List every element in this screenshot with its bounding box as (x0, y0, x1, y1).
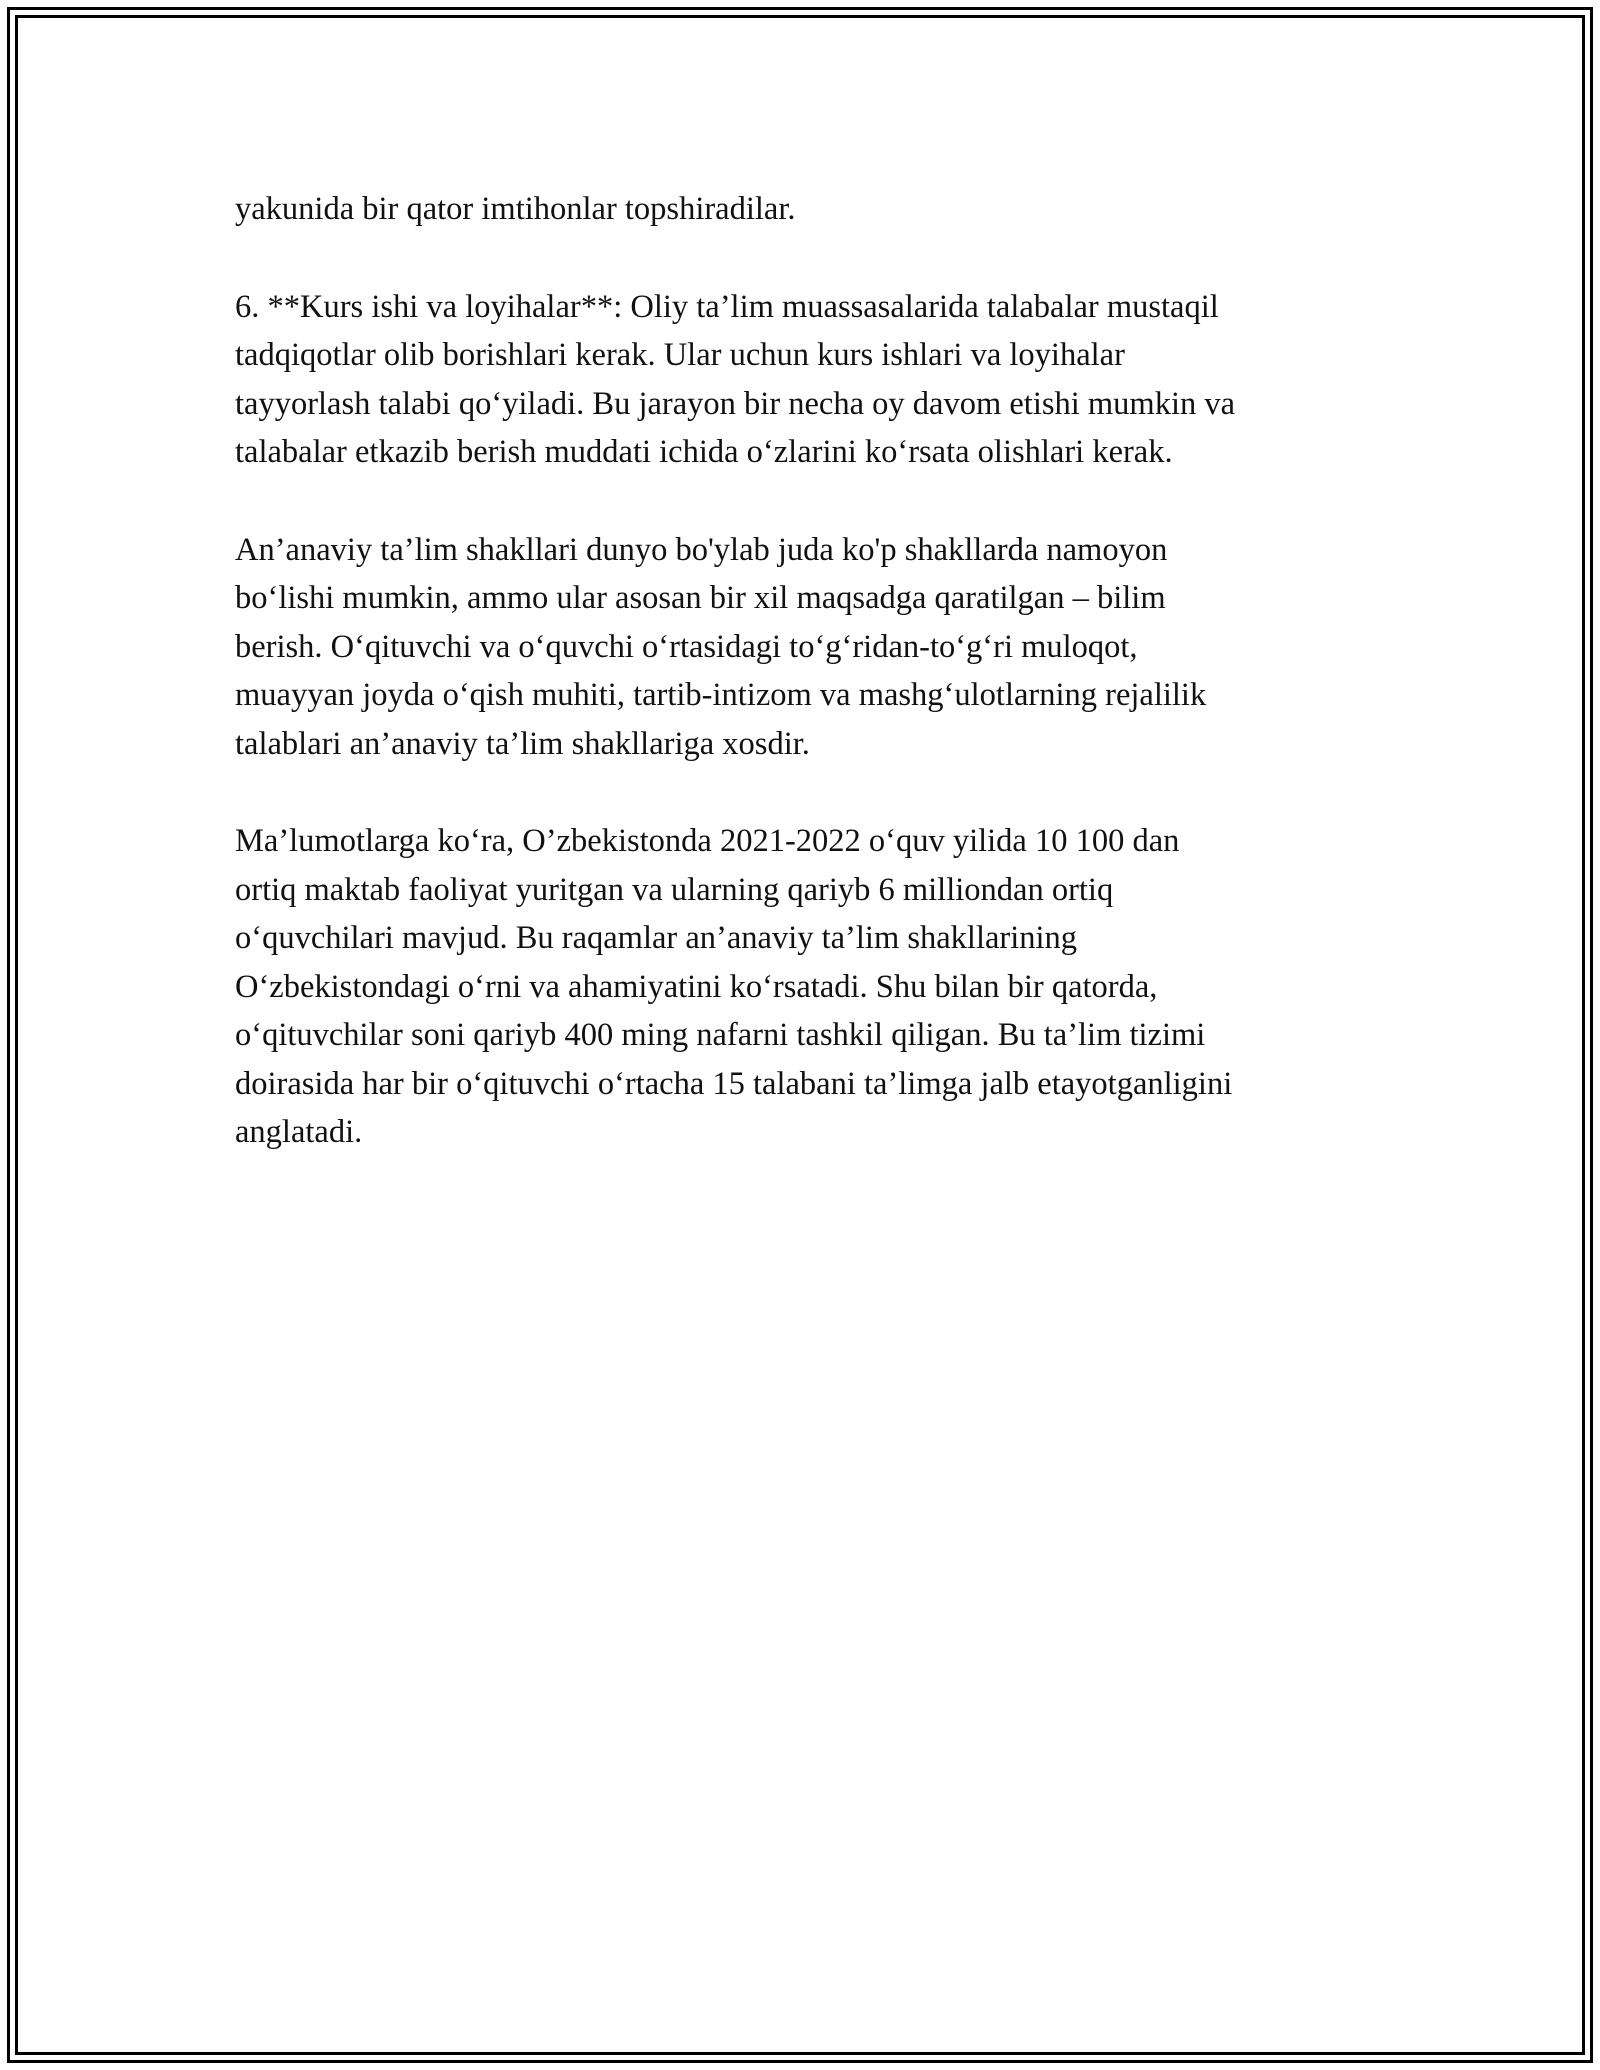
text-line: ortiq maktab faoliyat yuritgan va ularning qariyb 6 milliondan ortiq (235, 871, 1114, 908)
text-line: bo‘lishi mumkin, ammo ular asosan bir xil maqsadga qaratilgan – bilim (235, 580, 1166, 616)
text-line: tadqiqotlar olib borishlari kerak. Ular uchun kurs ishlari va loyihalar (235, 337, 1125, 373)
text-line: O‘zbekistondagi o‘rni va ahamiyatini ko‘rsatadi. Shu bilan bir qatorda, (235, 968, 1158, 1005)
text-line: talablari an’anaviy ta’lim shakllariga xosdir. (235, 725, 810, 762)
text-line: tayyorlash talabi qo‘yiladi. Bu jarayon bir necha oy davom etishi mumkin va (235, 385, 1236, 422)
text-line: o‘qituvchilar soni qariyb 400 ming nafarni tashkil qiligan. Bu ta’lim tizimi (235, 1017, 1206, 1053)
text-line: An’anaviy ta’lim shakllari dunyo bo'ylab juda ko'p shakllarda namoyon (235, 531, 1168, 568)
text-line: yakunida bir qator imtihonlar topshiradilar. (235, 191, 796, 227)
paragraph-exam-conclusion (235, 185, 1385, 234)
paragraph-uzbekistan-statistics (235, 817, 1385, 1157)
text-line: o‘quvchilari mavjud. Bu raqamlar an’anaviy ta’lim shakllarining (235, 920, 1078, 956)
text-line: 6. **Kurs ishi va loyihalar**: Oliy ta’lim muassasalarida talabalar mustaqil (235, 288, 1219, 325)
text-line: muayyan joyda o‘qish muhiti, tartib-intizom va mashg‘ulotlarning rejalilik (235, 677, 1207, 713)
text-line: anglatadi. (235, 1114, 363, 1150)
text-line: talabalar etkazib berish muddati ichida o‘zlarini ko‘rsata olishlari kerak. (235, 434, 1173, 470)
text-line: berish. O‘qituvchi va o‘quvchi o‘rtasidagi to‘g‘ridan-to‘g‘ri muloqot, (235, 628, 1138, 665)
text-line: Ma’lumotlarga ko‘ra, O’zbekistonda 2021-2022 o‘quv yilida 10 100 dan (235, 823, 1180, 859)
text-line: doirasida har bir o‘qituvchi o‘rtacha 15 talabani ta’limga jalb etayotganligini (235, 1065, 1233, 1102)
paragraph-traditional-education (235, 526, 1385, 769)
paragraph-course-work (235, 283, 1385, 477)
document-body (235, 185, 1385, 1206)
